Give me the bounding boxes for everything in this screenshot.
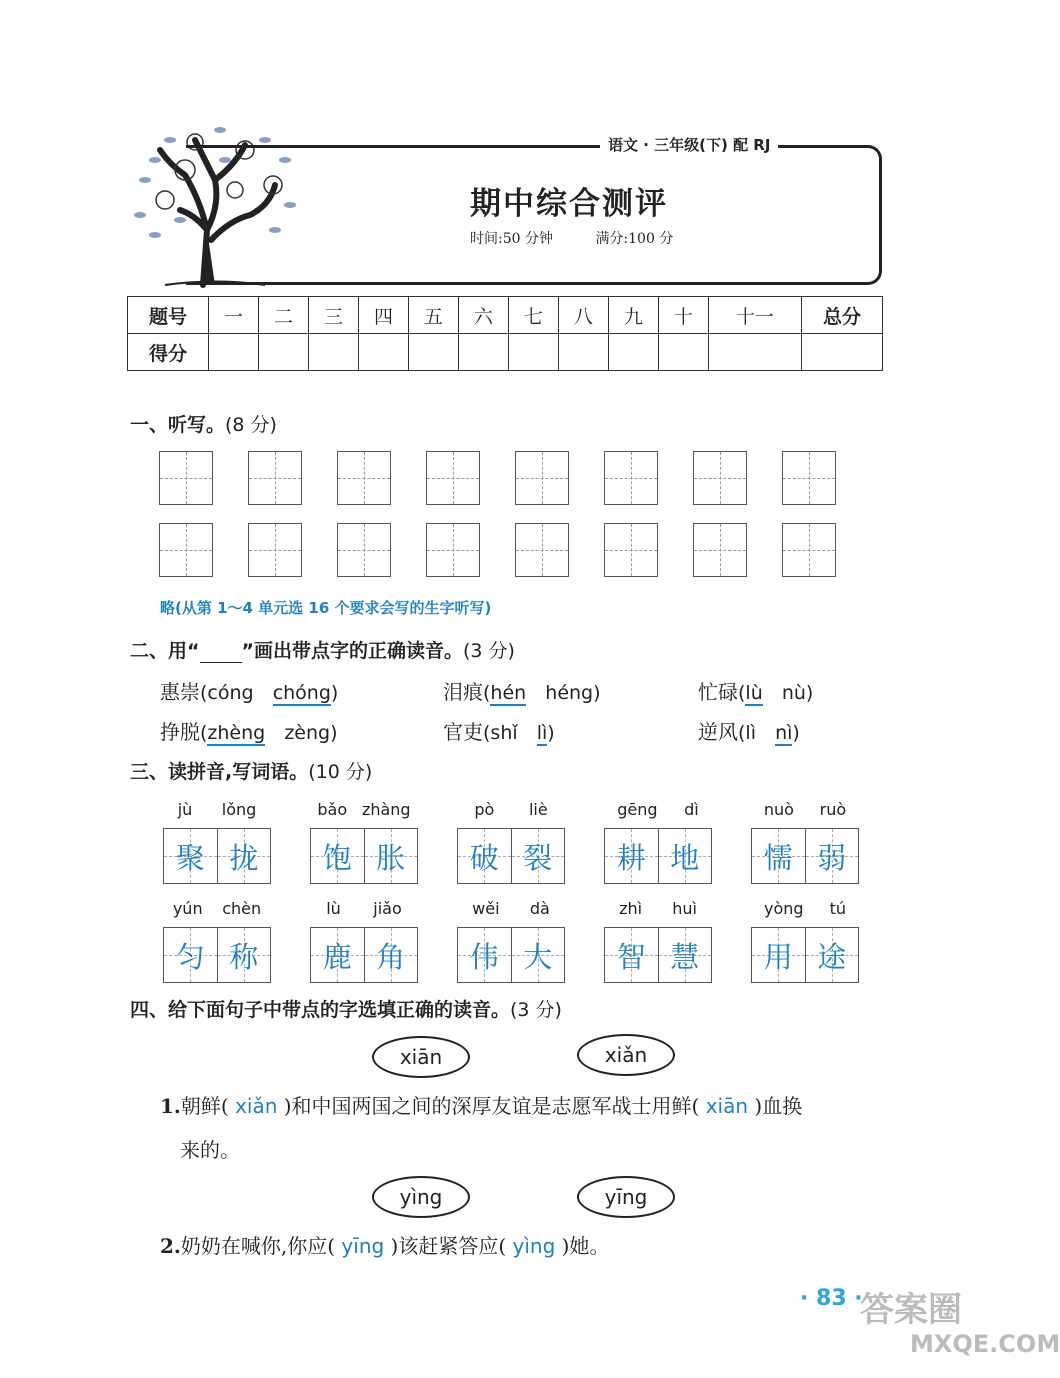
- word-group: [163, 899, 271, 983]
- score-cell[interactable]: [558, 334, 608, 371]
- item-word: 挣脱: [160, 720, 200, 744]
- option-selected[interactable]: chóng: [272, 682, 331, 704]
- option-selected[interactable]: nì: [775, 722, 793, 744]
- score-table-score-row: [128, 334, 883, 371]
- pinyin: liè: [528, 800, 548, 819]
- dictation-box[interactable]: [159, 523, 213, 577]
- paren: ): [805, 682, 814, 704]
- dictation-box[interactable]: [337, 523, 391, 577]
- word-group: [604, 899, 712, 983]
- answer-char: 裂: [523, 840, 553, 875]
- score-col: 七: [508, 297, 558, 334]
- pinyin-option-oval: xiǎn: [577, 1034, 675, 1076]
- section2-points: (3 分): [463, 640, 515, 662]
- watermark-logo: 答案圈: [860, 1290, 962, 1330]
- pinyin: jiǎo: [373, 899, 402, 918]
- char-box[interactable]: [658, 829, 712, 883]
- section4-title-text: 四、给下面句子中带点的字选填正确的读音。: [130, 999, 511, 1021]
- answer-char: 破: [469, 840, 499, 875]
- char-box[interactable]: [364, 928, 418, 982]
- answer-char: 慧: [670, 939, 700, 974]
- score-cell[interactable]: [708, 334, 801, 371]
- answer-char: 饱: [322, 840, 352, 875]
- score-table-row1-label: 题号: [128, 297, 209, 334]
- pinyin: zhàng: [361, 800, 411, 819]
- pinyin-item: [698, 716, 800, 745]
- pinyin: dì: [684, 800, 699, 819]
- underline-sample: [200, 640, 242, 663]
- section2-title-post: ”画出带点字的正确读音。: [241, 640, 463, 662]
- section2-title-pre: 二、用“: [130, 640, 200, 662]
- pinyin: ruò: [819, 800, 847, 819]
- score-cell[interactable]: [508, 334, 558, 371]
- answer-char: 拢: [229, 840, 259, 875]
- dictation-row-1: [159, 451, 836, 505]
- score-cell[interactable]: [258, 334, 308, 371]
- pinyin: dà: [529, 899, 550, 918]
- page-title: 期中综合测评: [470, 186, 668, 222]
- char-box[interactable]: [805, 928, 859, 982]
- score-col: 十: [658, 297, 708, 334]
- answer-blank[interactable]: yīng: [341, 1234, 385, 1258]
- score-col: 六: [458, 297, 508, 334]
- exam-time: 时间:50 分钟: [470, 231, 553, 247]
- sentence-text: 来的。: [180, 1138, 240, 1162]
- dictation-box[interactable]: [248, 451, 302, 505]
- dictation-box[interactable]: [604, 523, 658, 577]
- char-box[interactable]: [605, 829, 658, 883]
- score-table-header-row: [128, 297, 883, 334]
- char-box[interactable]: [605, 928, 658, 982]
- score-col: 三: [308, 297, 358, 334]
- item-word: 逆风: [698, 720, 738, 744]
- pinyin-option-oval: yīng: [577, 1176, 675, 1218]
- sentence-text: )她。: [561, 1234, 610, 1258]
- pinyin: yún: [172, 899, 203, 918]
- item-word: 官吏: [443, 720, 483, 744]
- char-box[interactable]: [217, 928, 271, 982]
- paren: ): [330, 682, 339, 704]
- dictation-box[interactable]: [693, 451, 747, 505]
- char-box[interactable]: [364, 829, 418, 883]
- sentence-text: )血换: [754, 1094, 803, 1118]
- exam-full-score: 满分:100 分: [595, 231, 674, 247]
- pinyin-option-oval: yìng: [372, 1176, 470, 1218]
- score-col: 四: [358, 297, 408, 334]
- option[interactable]: nù: [781, 682, 806, 704]
- section1-answer-note: 略(从第 1～4 单元选 16 个要求会写的生字听写): [160, 599, 492, 617]
- paren: (: [483, 682, 491, 704]
- pinyin: lù: [326, 899, 341, 918]
- char-box[interactable]: [311, 928, 364, 982]
- score-cell[interactable]: [209, 334, 259, 371]
- dictation-box[interactable]: [515, 523, 569, 577]
- score-total-label: 总分: [802, 297, 883, 334]
- pinyin: tú: [829, 899, 846, 918]
- score-cell[interactable]: [658, 334, 708, 371]
- dictation-box[interactable]: [426, 523, 480, 577]
- answer-char: 匀: [175, 939, 205, 974]
- answer-blank[interactable]: xiān: [705, 1094, 749, 1118]
- dictation-box[interactable]: [337, 451, 391, 505]
- word-group: [310, 800, 418, 884]
- pinyin-item: [443, 716, 555, 745]
- option[interactable]: héng: [545, 682, 594, 704]
- answer-blank[interactable]: yìng: [512, 1234, 556, 1258]
- pinyin: jù: [177, 800, 193, 819]
- answer-char: 用: [763, 939, 793, 974]
- dictation-box[interactable]: [426, 451, 480, 505]
- char-box[interactable]: [458, 928, 511, 982]
- answer-char: 大: [523, 939, 553, 974]
- option-selected[interactable]: lì: [536, 722, 548, 744]
- word-group: [751, 899, 859, 983]
- dictation-box[interactable]: [782, 451, 836, 505]
- section3-title: [130, 757, 372, 784]
- page-number: · 83 ·: [800, 1286, 863, 1311]
- dictation-box[interactable]: [693, 523, 747, 577]
- word-group: [751, 800, 859, 884]
- char-box[interactable]: [458, 829, 511, 883]
- score-cell[interactable]: [408, 334, 458, 371]
- item-word: 忙碌: [698, 680, 738, 704]
- pinyin-item: [160, 716, 338, 745]
- section3-points: (10 分): [308, 761, 373, 783]
- answer-char: 弱: [817, 840, 847, 875]
- answer-char: 角: [376, 939, 406, 974]
- word-group: [457, 800, 565, 884]
- pinyin: zhì: [619, 899, 643, 918]
- item-word: 惠崇: [160, 680, 200, 704]
- option[interactable]: zèng: [284, 722, 331, 744]
- answer-char: 智: [616, 939, 646, 974]
- pinyin-option-oval: xiān: [372, 1036, 470, 1078]
- score-col: 二: [258, 297, 308, 334]
- score-col: 一: [209, 297, 259, 334]
- option[interactable]: shǐ: [490, 722, 518, 744]
- pinyin: bǎo: [317, 800, 348, 819]
- question-number: 1.: [160, 1094, 181, 1118]
- score-table: [127, 296, 883, 371]
- paren: (: [200, 682, 208, 704]
- dictation-row-2: [159, 523, 836, 577]
- dictation-box[interactable]: [604, 451, 658, 505]
- score-col: 五: [408, 297, 458, 334]
- dictation-box[interactable]: [159, 451, 213, 505]
- answer-char: 称: [229, 939, 259, 974]
- sentence-1: [160, 1084, 890, 1172]
- paren: (: [483, 722, 491, 744]
- pinyin: gēng: [617, 800, 658, 819]
- char-box[interactable]: [217, 829, 271, 883]
- option[interactable]: lì: [745, 722, 756, 744]
- pinyin-item: [160, 676, 338, 705]
- word-group: [604, 800, 712, 884]
- sentence-2: [160, 1224, 890, 1268]
- char-box[interactable]: [311, 829, 364, 883]
- score-col: 九: [608, 297, 658, 334]
- answer-blank[interactable]: xiǎn: [235, 1094, 278, 1118]
- char-box[interactable]: [658, 928, 712, 982]
- paren: ): [547, 722, 555, 744]
- dictation-box[interactable]: [248, 523, 302, 577]
- word-group: [457, 899, 565, 983]
- paren: (: [200, 722, 208, 744]
- section2-title: [130, 636, 515, 663]
- question-number: 2.: [160, 1234, 181, 1258]
- score-col: 八: [558, 297, 608, 334]
- paren: (: [738, 722, 746, 744]
- option-selected[interactable]: zhèng: [207, 722, 266, 744]
- answer-char: 聚: [175, 840, 205, 875]
- score-cell[interactable]: [358, 334, 408, 371]
- option-selected[interactable]: hén: [490, 682, 527, 704]
- char-box[interactable]: [511, 928, 565, 982]
- answer-char: 胀: [376, 840, 406, 875]
- dictation-box[interactable]: [515, 451, 569, 505]
- char-box[interactable]: [805, 829, 859, 883]
- section1-title: [130, 410, 277, 437]
- score-cell[interactable]: [458, 334, 508, 371]
- answer-char: 懦: [763, 840, 793, 875]
- section1-points: (8 分): [225, 414, 277, 436]
- paren: ): [792, 722, 800, 744]
- pinyin: lǒng: [221, 800, 257, 819]
- option[interactable]: cóng: [207, 682, 254, 704]
- pinyin-item: [443, 676, 601, 705]
- watermark-url: MXQE.COM: [910, 1330, 1060, 1358]
- answer-char: 耕: [616, 840, 646, 875]
- word-group: [310, 899, 418, 983]
- answer-char: 鹿: [322, 939, 352, 974]
- pinyin: chèn: [222, 899, 262, 918]
- pinyin-item: [698, 676, 813, 705]
- sentence-text: )该赶紧答应(: [390, 1234, 507, 1258]
- dictation-box[interactable]: [782, 523, 836, 577]
- pinyin: wěi: [472, 899, 500, 918]
- char-box[interactable]: [511, 829, 565, 883]
- pinyin: huì: [672, 899, 697, 918]
- char-box[interactable]: [752, 928, 805, 982]
- answer-char: 地: [670, 840, 700, 875]
- header-tag: 语文 · 三年级(下) 配 RJ: [600, 134, 778, 155]
- char-box[interactable]: [164, 928, 217, 982]
- answer-char: 伟: [469, 939, 499, 974]
- exam-meta: [470, 228, 711, 248]
- char-box[interactable]: [752, 829, 805, 883]
- sentence-text: )和中国两国之间的深厚友谊是志愿军战士用鲜(: [283, 1094, 700, 1118]
- score-table-row2-label: 得分: [128, 334, 209, 371]
- pinyin: pò: [474, 800, 495, 819]
- paren: ): [330, 722, 338, 744]
- sentence-text: 奶奶在喊你,你应(: [180, 1234, 336, 1258]
- section1-title-text: 一、听写。: [130, 414, 226, 436]
- option-selected[interactable]: lù: [745, 682, 763, 704]
- word-group: [163, 800, 271, 884]
- sentence-text: 朝鲜(: [180, 1094, 229, 1118]
- item-word: 泪痕: [443, 680, 483, 704]
- score-col: 十一: [708, 297, 801, 334]
- pinyin: yòng: [764, 899, 804, 918]
- answer-char: 途: [817, 939, 847, 974]
- paren: ): [593, 682, 601, 704]
- char-box[interactable]: [164, 829, 217, 883]
- score-cell[interactable]: [308, 334, 358, 371]
- pinyin: nuò: [763, 800, 794, 819]
- section4-points: (3 分): [510, 999, 562, 1021]
- section3-title-text: 三、读拼音,写词语。: [130, 761, 309, 783]
- score-cell[interactable]: [608, 334, 658, 371]
- paren: (: [738, 682, 746, 704]
- section4-title: [130, 995, 562, 1022]
- score-cell[interactable]: [802, 334, 883, 371]
